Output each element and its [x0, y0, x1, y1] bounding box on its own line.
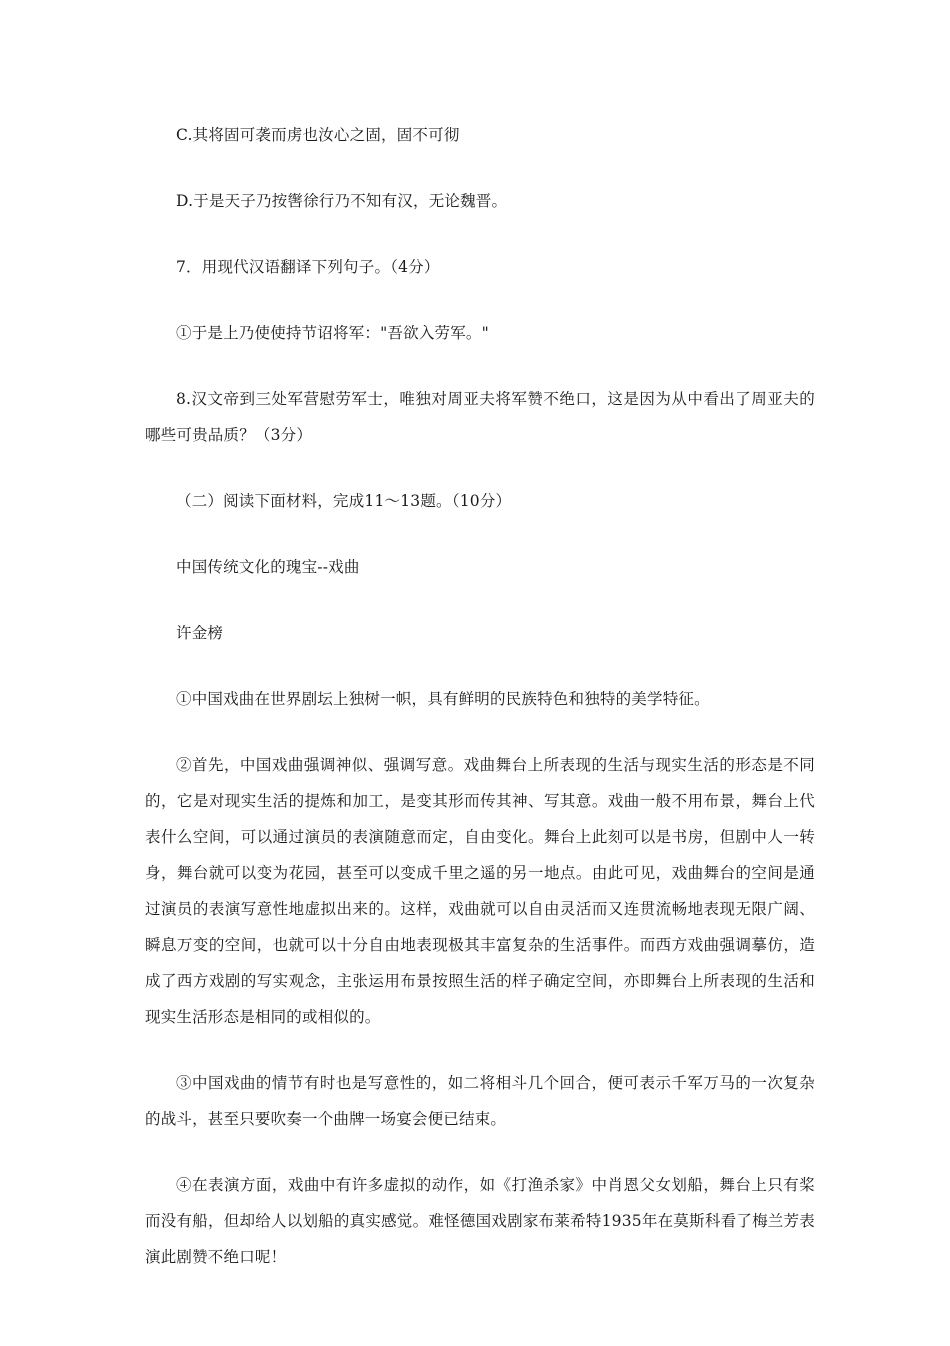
question-7: 7．用现代汉语翻译下列句子。（4分）	[176, 258, 440, 276]
document-body	[145, 117, 815, 1305]
question-8: 8.汉文帝到三处军营慰劳军士，唯独对周亚夫将军赞不绝口，这是因为从中看出了周亚夫的哪些可贵品质？（3分）	[145, 390, 815, 444]
article-paragraph-3: ③中国戏曲的情节有时也是写意性的，如二将相斗几个回合，便可表示千军万马的一次复杂的战斗，甚至只要吹奏一个曲牌一场宴会便已结束。	[145, 1074, 815, 1128]
question-option-c: C.其将固可袭而虏也汝心之固，固不可彻	[176, 126, 460, 144]
question-7-sentence-1: ①于是上乃使使持节诏将军："吾欲入劳军。"	[176, 324, 489, 342]
article-paragraph-4: ④在表演方面，戏曲中有许多虚拟的动作，如《打渔杀家》中肖恩父女划船，舞台上只有桨而没有船，但却给人以划船的真实感觉。难怪德国戏剧家布莱希特1935年在莫斯科看了梅兰芳表演此剧赞不绝口呢！	[145, 1176, 815, 1266]
question-option-d: D.于是天子乃按辔徐行乃不知有汉，无论魏晋。	[176, 192, 508, 210]
article-paragraph-2: ②首先，中国戏曲强调神似、强调写意。戏曲舞台上所表现的生活与现实生活的形态是不同的，它是对现实生活的提炼和加工，是变其形而传其神、写其意。戏曲一般不用布景，舞台上代表什么空间，可以通过演员的表演随意而定，自由变化。舞台上此刻可以是书房，但剧中人一转身，舞台就可以变为花园，甚至可以变成千里之遥的另一地点。由此可见，戏曲舞台的空间是通过演员的表演写意性地虚拟出来的。这样，戏曲就可以自由灵活而又连贯流畅地表现无限广阔、瞬息万变的空间，也就可以十分自由地表现极其丰富复杂的生活事件。而西方戏曲强调摹仿，造成了西方戏剧的写实观念，主张运用布景按照生活的样子确定空间，亦即舞台上所表现的生活和现实生活形态是相同的或相似的。	[145, 756, 815, 1026]
article-author: 许金榜	[176, 624, 224, 642]
article-paragraph-1: ①中国戏曲在世界剧坛上独树一帜，具有鲜明的民族特色和独特的美学特征。	[176, 690, 710, 708]
article-title: 中国传统文化的瑰宝--戏曲	[176, 558, 360, 576]
section-two-heading: （二）阅读下面材料，完成11～13题。（10分）	[176, 492, 512, 510]
